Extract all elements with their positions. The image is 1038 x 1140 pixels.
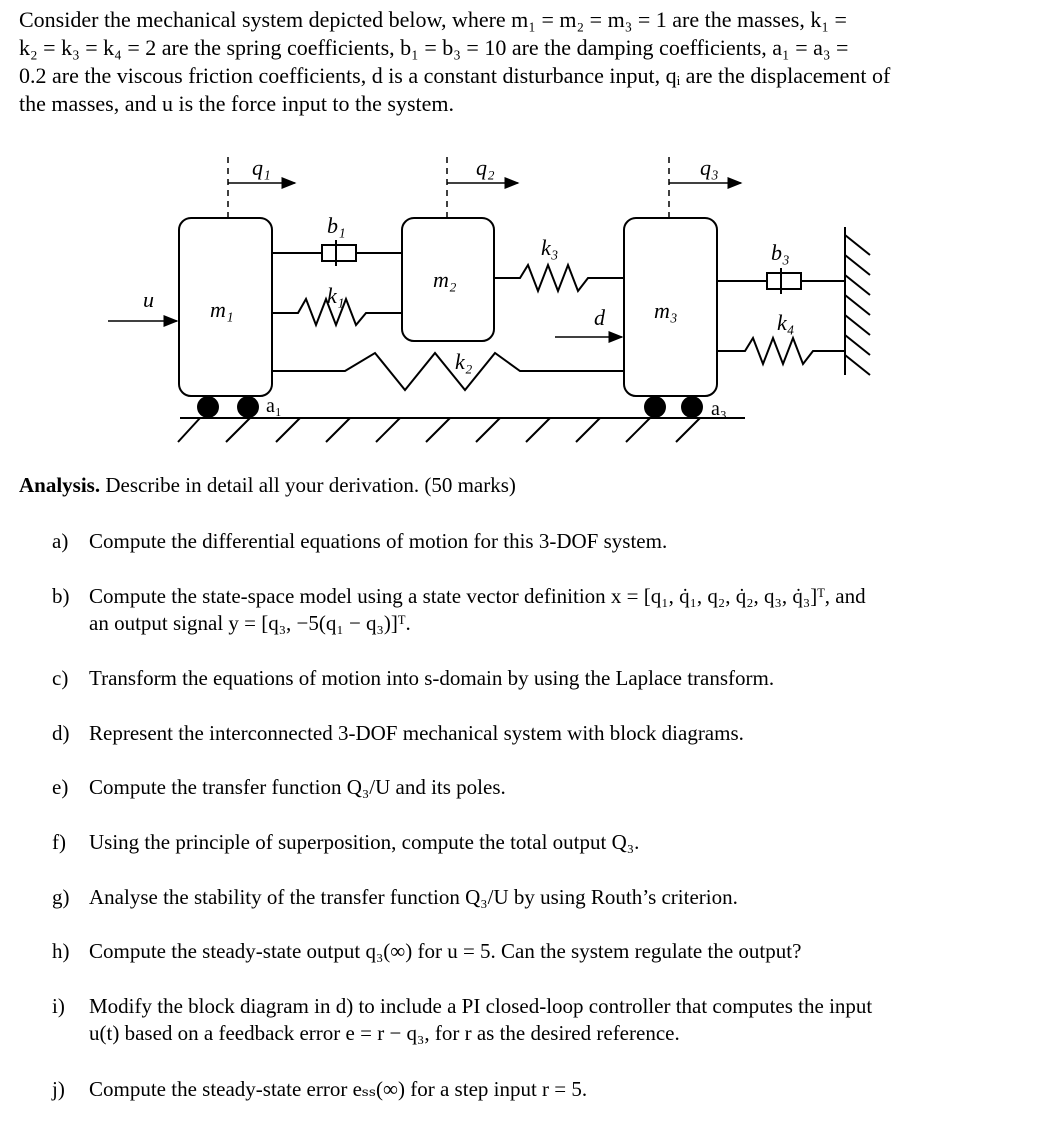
label-q3: q₃ [700, 155, 719, 180]
label-a1: a₁ [266, 395, 282, 417]
question-label: a) [52, 529, 69, 553]
question-text: Represent the interconnected 3-DOF mechanical system with block diagrams. [89, 721, 744, 745]
wall [845, 227, 870, 375]
damper-b1 [272, 240, 402, 266]
question-label: c) [52, 666, 69, 690]
label-q1: q₁ [252, 155, 271, 180]
question-text: Compute the steady-state output q₃(∞) for u = 5. Can the system regulate the output? [89, 939, 802, 963]
label-k3: k₃ [541, 235, 559, 260]
question-text: Analyse the stability of the transfer function Q₃/U by using Routh’s criterion. [89, 885, 738, 909]
question-text-line-2: u(t) based on a feedback error e = r − q₃, for r as the desired reference. [89, 1021, 680, 1045]
analysis-title: Analysis. [19, 473, 101, 497]
question-label: j) [52, 1077, 65, 1101]
label-u: u [143, 287, 154, 312]
question-text: Compute the transfer function Q₃/U and its poles. [89, 775, 506, 799]
ground [178, 418, 745, 442]
label-d: d [594, 305, 605, 330]
label-b3: b₃ [771, 240, 790, 265]
question-label: h) [52, 939, 70, 963]
label-k4: k₄ [777, 310, 795, 335]
question-text-line-1: Compute the state-space model using a state vector definition x = [q₁, q̇₁, q₂, q̇₂, q₃, q̇₃]ᵀ, and [89, 584, 866, 608]
spring-k2 [272, 353, 624, 390]
damper-b3 [717, 268, 845, 294]
mechanical-system-diagram [0, 145, 1038, 465]
label-a3: a₃ [711, 398, 727, 420]
question-text-line-1: Modify the block diagram in d) to include a PI closed-loop controller that computes the input [89, 994, 873, 1018]
label-m3: m₃ [654, 298, 678, 323]
question-text [89, 993, 989, 1047]
question-label: i) [52, 994, 65, 1018]
problem-statement [19, 6, 1019, 118]
intro-line-2: k₂ = k₃ = k₄ = 2 are the spring coefficients, b₁ = b₃ = 10 are the damping coefficients, a₁ = a₃ = [19, 35, 849, 60]
label-m2: m₂ [433, 267, 457, 292]
question-text [89, 583, 989, 637]
question-label: d) [52, 721, 70, 745]
question-label: b) [52, 584, 70, 608]
question-label: g) [52, 885, 70, 909]
question-text: Using the principle of superposition, compute the total output Q₃. [89, 830, 640, 854]
intro-line-1: Consider the mechanical system depicted below, where m₁ = m₂ = m₃ = 1 are the masses, k₁ = [19, 7, 847, 32]
question-text: Compute the differential equations of motion for this 3-DOF system. [89, 529, 668, 553]
intro-line-4: the masses, and u is the force input to the system. [19, 91, 455, 116]
label-b1: b₁ [327, 213, 346, 238]
spring-k3 [494, 265, 624, 291]
intro-line-3: 0.2 are the viscous friction coefficients, d is a constant disturbance input, qᵢ are the displacement of [19, 63, 891, 88]
label-k1: k₁ [327, 283, 345, 308]
question-label: e) [52, 775, 69, 799]
label-q2: q₂ [476, 155, 495, 180]
question-text: Transform the equations of motion into s-domain by using the Laplace transform. [89, 666, 775, 690]
label-m1: m₁ [210, 297, 234, 322]
question-text: Compute the steady-state error eₛₛ(∞) for a step input r = 5. [89, 1077, 588, 1101]
question-label: f) [52, 830, 66, 854]
label-k2: k₂ [455, 349, 473, 374]
spring-k4 [717, 338, 845, 364]
question-text-line-2: an output signal y = [q₃, −5(q₁ − q₃)]ᵀ. [89, 611, 411, 635]
analysis-description: Describe in detail all your derivation. (50 marks) [100, 473, 516, 497]
analysis-heading [19, 473, 516, 498]
